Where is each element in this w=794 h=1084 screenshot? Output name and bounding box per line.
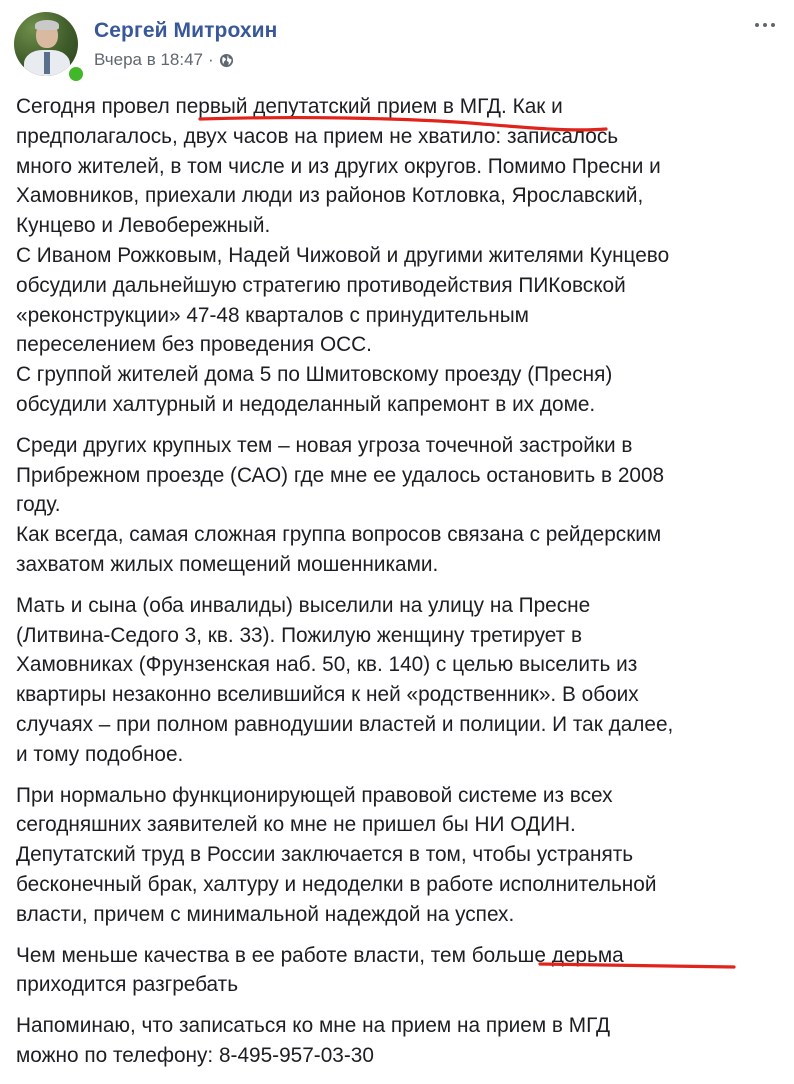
globe-icon[interactable] xyxy=(219,53,234,68)
author-name-link[interactable]: Сергей Митрохин xyxy=(94,19,278,42)
post-text-line: Хамовниках (Фрунзенская наб. 50, кв. 140) с целью выселить из xyxy=(16,653,638,677)
post-paragraph xyxy=(16,591,782,770)
post-text-line: С группой жителей дома 5 по Шмитовскому проезду (Пресня) xyxy=(16,363,613,387)
post-text-line: Чем меньше качества в ее работе власти, тем больше дерьма xyxy=(16,943,624,967)
post-text-line: и тому подобное. xyxy=(16,742,184,766)
more-dot xyxy=(771,23,775,27)
post-text-line: году. xyxy=(16,493,61,517)
post-text-line: предполагалось, двух часов на прием не хватило: записалось xyxy=(16,124,619,148)
post-text-line: приходится разгребать xyxy=(16,973,239,997)
post-text-line: случаях – при полном равнодушии властей и полиции. И так далее, xyxy=(16,712,674,736)
post-text-line: Кунцево и Левобережный. xyxy=(16,214,271,238)
avatar-hair-shape xyxy=(35,20,59,30)
post-text-line: Прибрежном проезде (САО) где мне ее удалось остановить в 2008 xyxy=(16,463,665,487)
online-status-icon xyxy=(66,64,86,84)
post-text-line: сегодняшних заявителей ко мне не пришел бы НИ ОДИН. xyxy=(16,813,576,837)
post-meta xyxy=(94,50,234,70)
post-text-line: обсудили дальнейшую стратегию противодействия ПИКовской xyxy=(16,273,626,297)
globe-icon-svg xyxy=(219,53,234,68)
post-text-line: С Иваном Рожковым, Надей Чижовой и другими жителями Кунцево xyxy=(16,243,670,267)
post-paragraph xyxy=(16,1011,782,1071)
post-text-line: Мать и сына (оба инвалиды) выселили на улицу на Пресне xyxy=(16,593,591,617)
post-paragraph xyxy=(16,941,782,1001)
meta-separator: · xyxy=(208,50,214,69)
more-horizontal-icon[interactable] xyxy=(750,14,780,36)
avatar-tie-shape xyxy=(44,52,50,74)
more-dot xyxy=(755,23,759,27)
post-text-line: Среди других крупных тем – новая угроза точечной застройки в xyxy=(16,433,633,457)
post-paragraph xyxy=(16,431,782,580)
post-timestamp[interactable]: Вчера в 18:47 xyxy=(94,50,204,69)
post-text-line: Как всегда, самая сложная группа вопросов связана с рейдерским xyxy=(16,523,662,547)
post-text-line: власти, причем с минимальной надеждой на успех. xyxy=(16,902,515,926)
post-header xyxy=(14,12,780,82)
more-dot xyxy=(763,23,767,27)
post-body xyxy=(16,92,782,1082)
post-text-line: «реконструкции» 47-48 кварталов с принудительным xyxy=(16,303,529,327)
post-text-line: Хамовников, приехали люди из районов Котловка, Ярославский, xyxy=(16,184,644,208)
post-text-line: Депутатский труд в России заключается в том, чтобы устранять xyxy=(16,843,634,867)
post-text-line: переселением без проведения ОСС. xyxy=(16,333,372,357)
post-text-line: При нормально функционирующей правовой системе из всех xyxy=(16,783,613,807)
post-text-line: можно по телефону: 8-495-957-03-30 xyxy=(16,1043,374,1067)
post-paragraph xyxy=(16,781,782,930)
post-text-line: много жителей, в том числе и из других округов. Помимо Пресни и xyxy=(16,154,661,178)
post-text-line: квартиры незаконно вселившийся к ней «родственник». В обоих xyxy=(16,683,639,707)
post-text-line: обсудили халтурный и недоделанный капремонт в их доме. xyxy=(16,392,596,416)
post-text-line: (Литвина-Седого 3, кв. 33). Пожилую женщину третирует в xyxy=(16,623,583,647)
post-text-line: Напоминаю, что записаться ко мне на прием на прием в МГД xyxy=(16,1014,611,1038)
post-text-line: бесконечный брак, халтуру и недоделки в работе исполнительной xyxy=(16,872,657,896)
post-paragraph xyxy=(16,92,782,420)
post-text-line: Сегодня провел первый депутатский прием в МГД. Как и xyxy=(16,95,563,118)
post-text-line: захватом жилых помещений мошенниками. xyxy=(16,552,439,576)
